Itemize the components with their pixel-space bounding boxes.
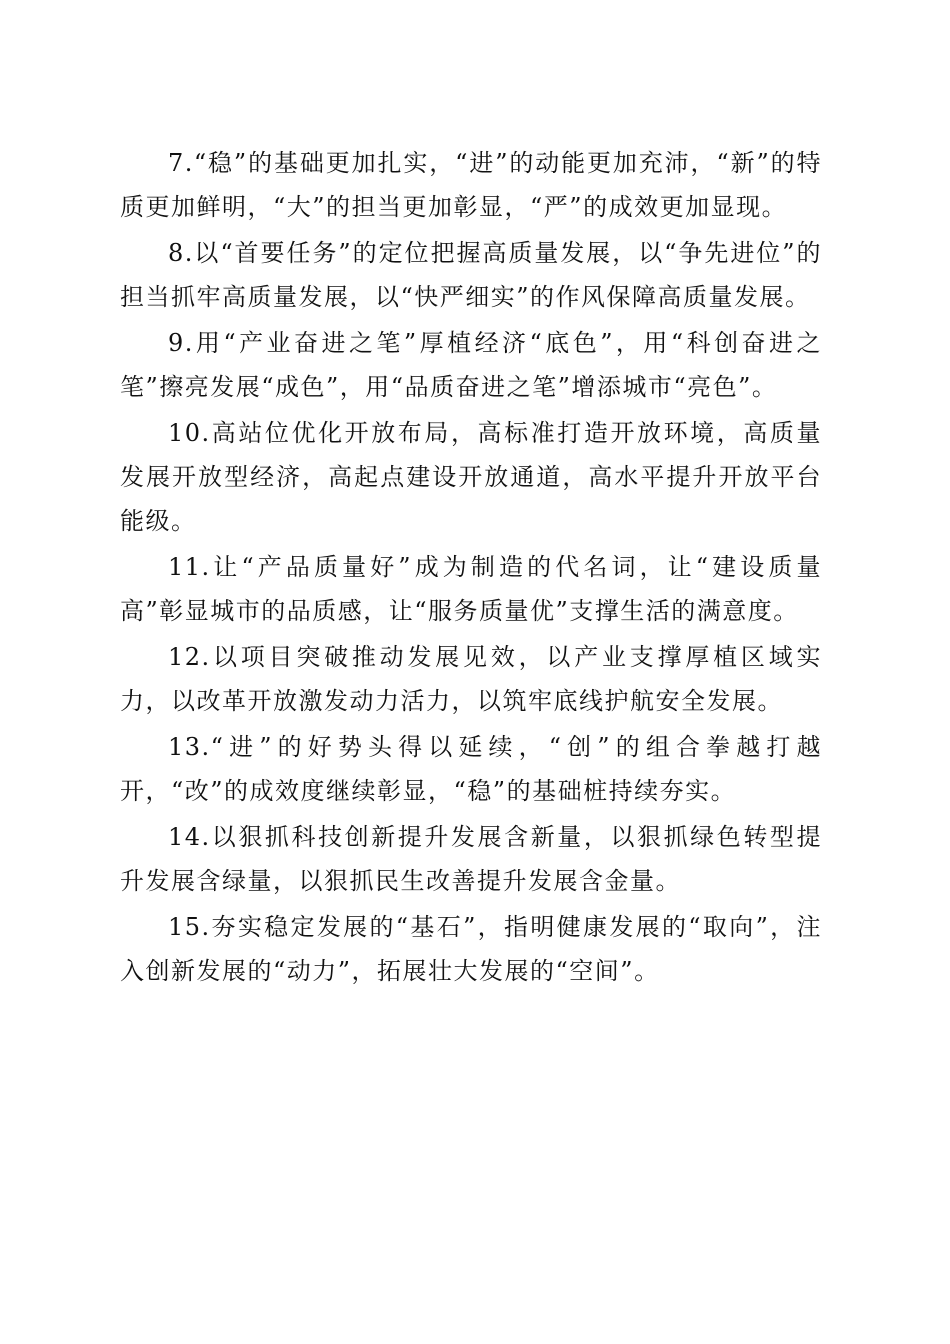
paragraph-13: 13.“进”的好势头得以延续，“创”的组合拳越打越开，“改”的成效度继续彰显，“稳”的基础桩持续夯实。 xyxy=(120,733,822,805)
paragraph-15: 15.夯实稳定发展的“基石”，指明健康发展的“取向”，注入创新发展的“动力”，拓展壮大发展的“空间”。 xyxy=(120,913,822,985)
paragraph-10: 10.高站位优化开放布局，高标准打造开放环境，高质量发展开放型经济，高起点建设开放通道，高水平提升开放平台能级。 xyxy=(120,419,822,535)
paragraph-12: 12.以项目突破推动发展见效，以产业支撑厚植区域实力，以改革开放激发动力活力，以筑牢底线护航安全发展。 xyxy=(120,643,822,715)
paragraph-14: 14.以狠抓科技创新提升发展含新量，以狠抓绿色转型提升发展含绿量，以狠抓民生改善提升发展含金量。 xyxy=(120,823,822,895)
document-body xyxy=(120,141,822,995)
paragraph-9: 9.用“产业奋进之笔”厚植经济“底色”，用“科创奋进之笔”擦亮发展“成色”，用“品质奋进之笔”增添城市“亮色”。 xyxy=(120,329,822,401)
paragraph-8: 8.以“首要任务”的定位把握高质量发展，以“争先进位”的担当抓牢高质量发展，以“快严细实”的作风保障高质量发展。 xyxy=(120,239,822,311)
paragraph-7: 7.“稳”的基础更加扎实，“进”的动能更加充沛，“新”的特质更加鲜明，“大”的担当更加彰显，“严”的成效更加显现。 xyxy=(120,149,822,221)
paragraph-11: 11.让“产品质量好”成为制造的代名词，让“建设质量高”彰显城市的品质感，让“服务质量优”支撑生活的满意度。 xyxy=(120,553,822,625)
